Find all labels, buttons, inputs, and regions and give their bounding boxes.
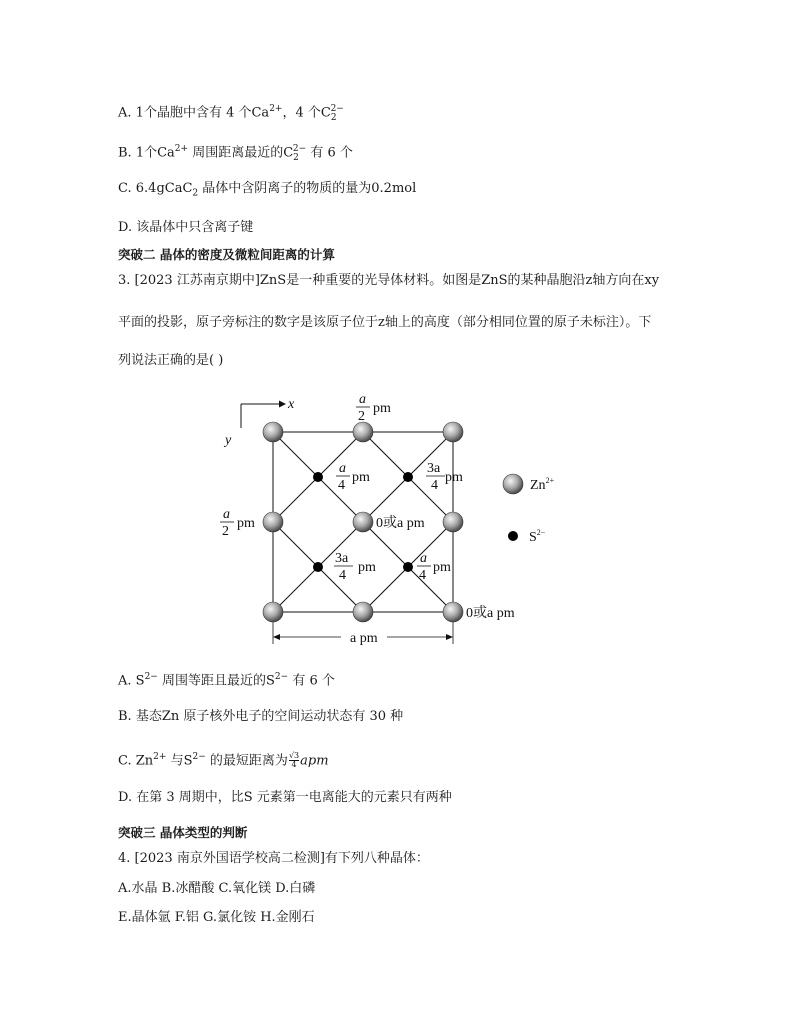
zns-unit-cell-projection [215,388,555,650]
svg-text:4: 4 [431,478,438,493]
top-height-label [356,392,391,424]
x-axis-label: x [288,397,295,412]
ur-height-label [426,461,463,493]
zn-atom [263,512,283,532]
svg-text:pm: pm [433,560,451,575]
width-label: a pm [350,631,378,646]
left-height-label [220,507,255,539]
zn-atom [263,602,283,622]
zn-atom [353,512,373,532]
svg-text:4: 4 [338,478,345,493]
zn-atom [443,422,463,442]
svg-text:pm: pm [373,401,391,416]
zn-atom [353,422,373,442]
q3-option-a: A. $S^{2-}$ 周围等距且最近的$S^{2-}$ 有 6 个 [118,672,335,689]
svg-text:pm: pm [358,560,376,575]
legend-zn-label: $Zn^{2+}$ [530,476,555,493]
zn-atom [353,602,373,622]
ul-height-label [336,461,370,493]
s-atom [313,472,323,482]
q3-option-b: B. 基态Zn 原子核外电子的空间运动状态有 30 种 [118,709,404,724]
lr-height-label [417,551,451,583]
y-axis-label: y [225,433,232,448]
zn-atom [263,422,283,442]
svg-text:a: a [339,461,346,476]
q3-stem-line2: 平面的投影，原子旁标注的数字是该原子位于z轴上的高度（部分相同位置的原子未标注）。下 [118,315,652,330]
q2-option-b: B. 1个$Ca^{2+}$ 周围距离最近的$C_2^{2-}$ 有 6 个 [118,144,353,163]
svg-text:4: 4 [339,568,346,583]
svg-text:3a: 3a [335,551,349,566]
svg-text:a: a [359,392,366,407]
svg-text:pm: pm [445,470,463,485]
q3-stem-line3: 列说法正确的是( ) [118,353,224,368]
q2-option-d: D. 该晶体中只含离子键 [118,220,254,235]
svg-text:2: 2 [358,409,365,424]
q4-stem-line1: 4. [2023 南京外国语学校高二检测]有下列八种晶体： [118,851,429,866]
section2-title: 突破二 晶体的密度及微粒间距离的计算 [118,247,335,262]
legend-s-label: $S^{2-}$ [529,528,546,545]
q2-option-a: A. 1个晶胞中含有 4 个$Ca^{2+}$，4 个$C_2^{2-}$ [118,104,344,123]
s-atom [403,472,413,482]
ll-height-label [334,551,376,583]
corner-height-label: 0或a pm [466,606,515,621]
svg-text:a: a [223,507,230,522]
svg-text:pm: pm [237,516,255,531]
svg-text:2: 2 [222,524,229,539]
zn-atom [443,602,463,622]
legend-s-symbol [508,531,518,541]
zn-atom [443,512,463,532]
q4-options-line1: A.水晶 B.冰醋酸 C.氧化镁 D.白磷 [118,881,316,896]
q3-option-d: D. 在第 3 周期中，比S 元素第一电离能大的元素只有两种 [118,790,452,805]
q2-option-c: C. 6.4gCaC$_2$ 晶体中含阴离子的物质的量为0.2mol [118,181,417,199]
q4-options-line2: E.晶体氩 F.铝 G.氯化铵 H.金刚石 [118,910,315,925]
svg-text:a: a [420,551,427,566]
axes [223,397,295,448]
s-atom [313,562,323,572]
center-height-label: 0或a pm [376,516,425,531]
svg-text:pm: pm [352,470,370,485]
legend [503,474,555,545]
svg-text:3a: 3a [427,461,441,476]
s-atom [403,562,413,572]
legend-zn-symbol [503,474,523,494]
svg-text:4: 4 [419,568,426,583]
section3-title: 突破三 晶体类型的判断 [118,825,248,840]
q3-stem-line1: 3. [2023 江苏南京期中]ZnS是一种重要的光导体材料。如图是ZnS的某种晶胞沿z轴方向在xy [118,273,660,288]
q3-option-c: C. $Zn^{2+}$ 与$S^{2-}$ 的最短距离为 $\frac{√3}{4}$ apm [118,751,329,770]
